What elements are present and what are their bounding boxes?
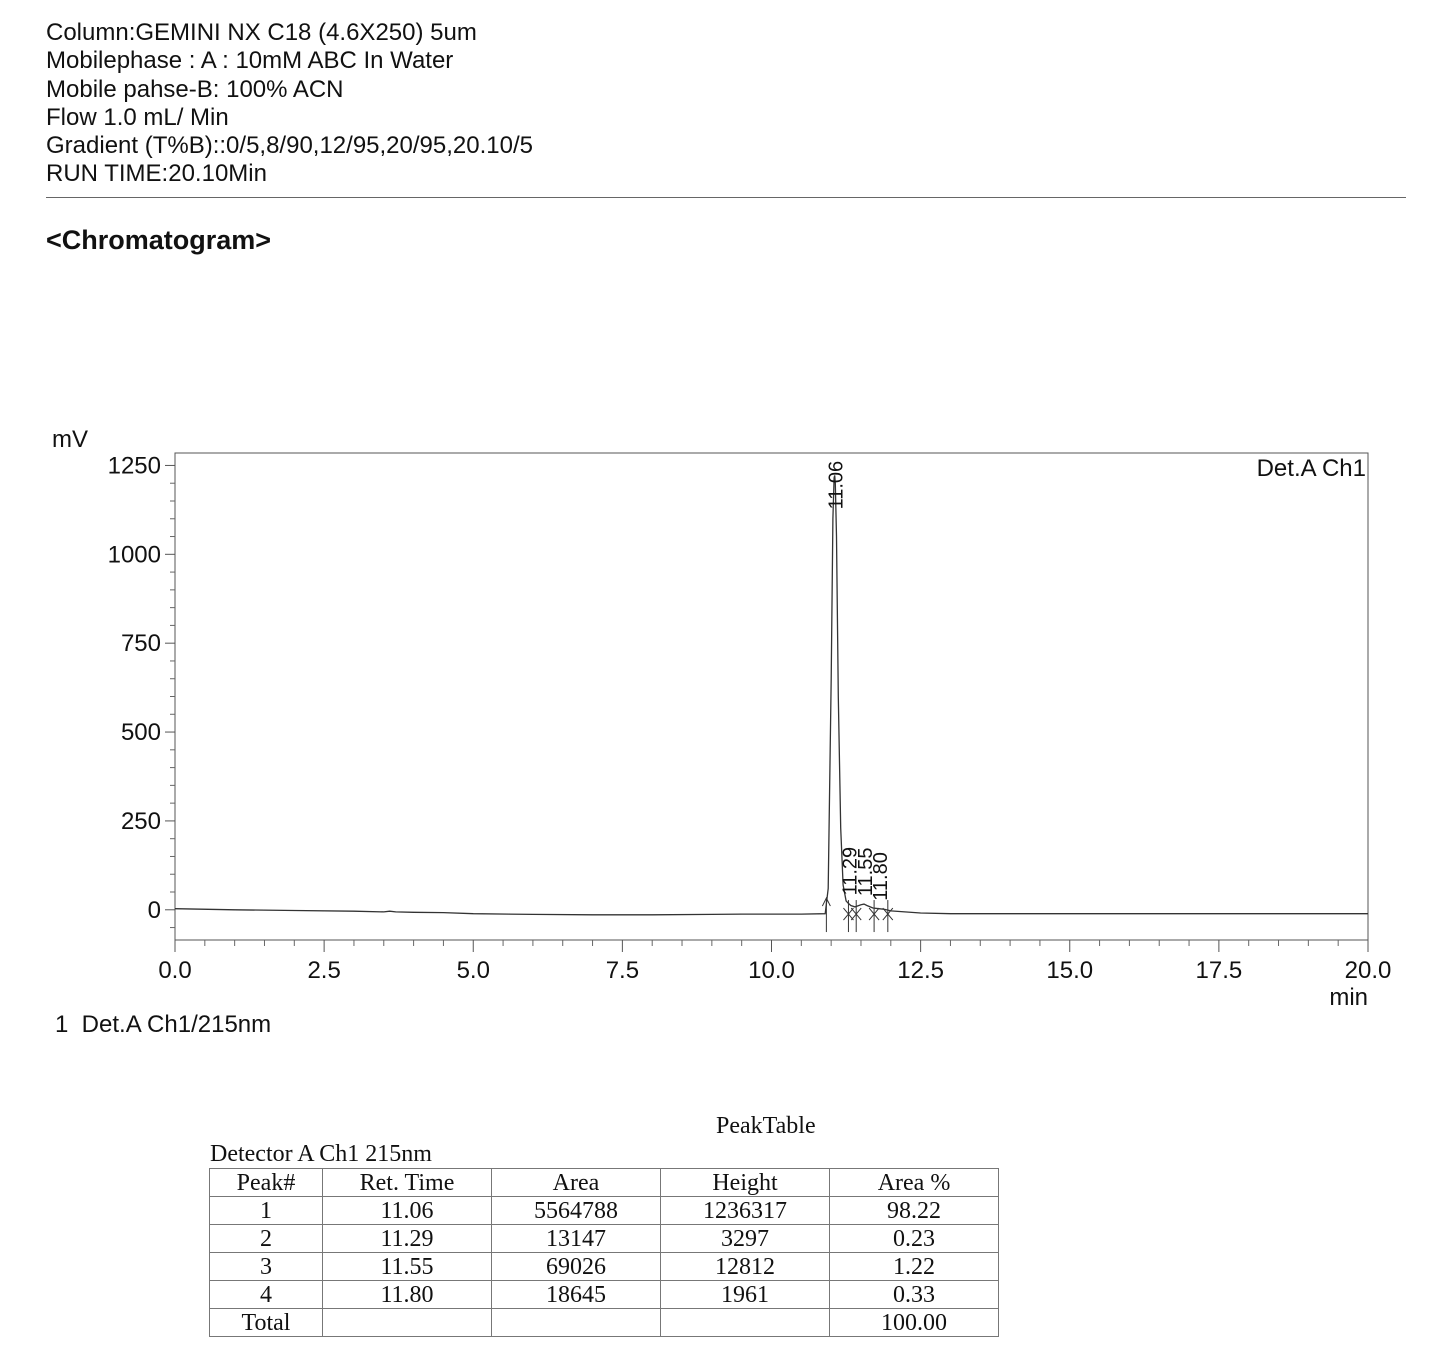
x-tick-label: 10.0 (748, 957, 795, 984)
cell-height: 12812 (661, 1253, 830, 1281)
peak-label: 11.29 (839, 846, 862, 896)
cell-area: 69026 (492, 1253, 661, 1281)
cell-ret-time: 11.29 (323, 1225, 492, 1253)
channel-label: Det.A Ch1 (1256, 455, 1366, 482)
plot-frame (175, 453, 1368, 940)
cell-peak: 1 (210, 1197, 323, 1225)
y-axis (108, 452, 175, 923)
x-tick-label: 2.5 (307, 957, 341, 984)
table-total-row (210, 1309, 999, 1337)
chromatogram-title: <Chromatogram> (46, 225, 272, 255)
run-time-line: RUN TIME:20.10Min (46, 160, 267, 188)
mobile-phase-a-line: Mobilephase : A : 10mM ABC In Water (46, 47, 454, 75)
mobile-phase-b-line: Mobile pahse-B: 100% ACN (46, 75, 344, 103)
cell-ret-time: 11.06 (323, 1197, 492, 1225)
cell-total-ret-time (323, 1309, 492, 1337)
cell-area-percent: 0.33 (830, 1281, 999, 1309)
y-tick-label: 750 (120, 630, 161, 658)
peak-label: 11.06 (825, 460, 848, 510)
col-height: Height (661, 1169, 830, 1197)
cell-peak: 3 (210, 1253, 323, 1281)
y-tick-label: 1000 (107, 541, 161, 569)
col-area: Area (492, 1169, 661, 1197)
header-divider (46, 197, 1406, 198)
table-row (210, 1197, 999, 1225)
y-minor-ticks (170, 483, 175, 927)
cell-height: 1236317 (661, 1197, 830, 1225)
cell-ret-time: 11.80 (323, 1281, 492, 1309)
cell-total-label: Total (210, 1309, 323, 1337)
cell-area-percent: 1.22 (830, 1253, 999, 1281)
cell-area: 18645 (492, 1281, 661, 1309)
y-tick-label: 0 (147, 896, 161, 924)
x-tick-label: 12.5 (897, 957, 944, 984)
col-area-percent: Area % (830, 1169, 999, 1197)
baseline-marks (822, 898, 892, 932)
y-axis-label: mV (52, 426, 88, 453)
cell-area-percent: 98.22 (830, 1197, 999, 1225)
cell-height: 1961 (661, 1281, 830, 1309)
cell-area: 13147 (492, 1225, 661, 1253)
col-peak-number: Peak# (210, 1169, 323, 1197)
gradient-line: Gradient (T%B)::0/5,8/90,12/95,20/95,20.10/5 (46, 132, 533, 160)
x-axis (158, 940, 1391, 984)
channel-legend: 1 Det.A Ch1/215nm (55, 1011, 272, 1038)
x-tick-label: 5.0 (456, 957, 490, 984)
y-tick-label: 250 (120, 807, 161, 835)
cell-height: 3297 (661, 1225, 830, 1253)
peak-label: 11.80 (869, 852, 892, 901)
cell-peak: 2 (210, 1225, 323, 1253)
x-tick-label: 0.0 (158, 957, 192, 984)
flow-line: Flow 1.0 mL/ Min (46, 103, 229, 131)
table-row (210, 1253, 999, 1281)
cell-area: 5564788 (492, 1197, 661, 1225)
cell-total-area-percent: 100.00 (830, 1309, 999, 1337)
detector-label: Detector A Ch1 215nm (210, 1141, 432, 1167)
y-tick-label: 1250 (107, 452, 161, 480)
cell-total-area (492, 1309, 661, 1337)
table-row (210, 1281, 999, 1309)
x-tick-label: 20.0 (1344, 957, 1392, 984)
chromatogram-chart (0, 420, 1445, 1010)
peak-label: 11.55 (854, 847, 877, 897)
peak-table-title: PeakTable (716, 1113, 816, 1139)
x-tick-label: 17.5 (1195, 957, 1243, 984)
method-header (46, 19, 533, 189)
table-row (210, 1225, 999, 1253)
cell-peak: 4 (210, 1281, 323, 1309)
cell-ret-time: 11.55 (323, 1253, 492, 1281)
y-tick-label: 500 (120, 719, 161, 747)
peak-table-header-row (210, 1169, 999, 1197)
cell-area-percent: 0.23 (830, 1225, 999, 1253)
series-line-det-a-ch1 (175, 475, 1368, 914)
x-axis-label: min (1329, 984, 1368, 1010)
column-line: Column:GEMINI NX C18 (4.6X250) 5um (46, 19, 477, 46)
col-ret-time: Ret. Time (323, 1169, 492, 1197)
x-tick-label: 7.5 (605, 957, 640, 984)
peak-table (209, 1168, 999, 1337)
cell-total-height (661, 1309, 830, 1337)
x-tick-label: 15.0 (1046, 957, 1094, 984)
